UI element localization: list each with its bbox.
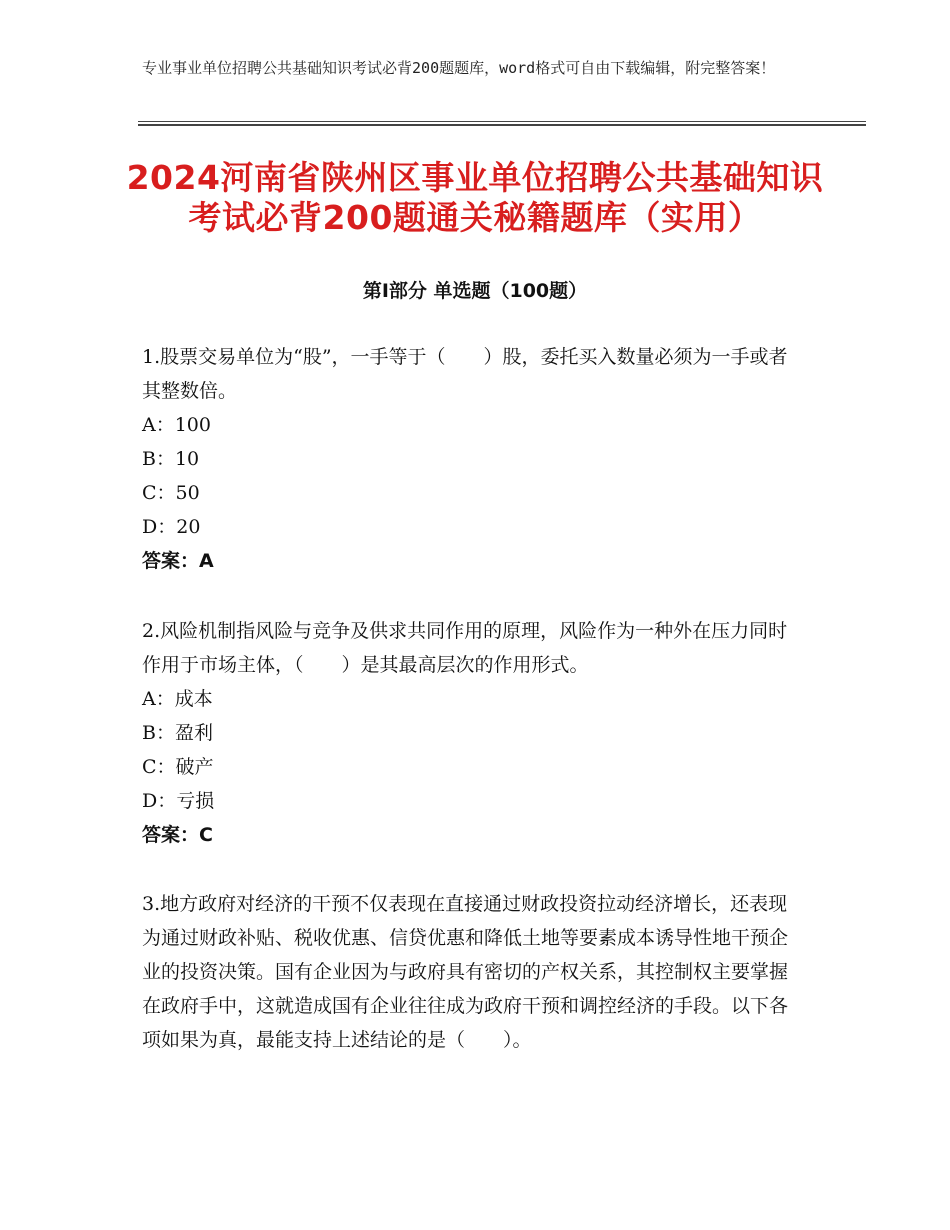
question-2 (142, 614, 802, 852)
question-text: 3.地方政府对经济的干预不仅表现在直接通过财政投资拉动经济增长，还表现为通过财政补贴、税收优惠、信贷优惠和降低土地等要素成本诱导性地干预企业的投资决策。国有企业因为与政府具有密切的产权关系，其控制权主要掌握在政府手中，这就造成国有企业往往成为政府干预和调控经济的手段。以下各项如果为真，最能支持上述结论的是（ ）。 (142, 893, 789, 1051)
header-divider (138, 121, 866, 122)
part-heading: 第I部分 单选题（100题） (362, 280, 588, 302)
answer: 答案：A (142, 550, 214, 572)
answer: 答案：C (142, 824, 213, 846)
question-text: 1.股票交易单位为“股”，一手等于（ ）股，委托买入数量必须为一手或者其整数倍。 (142, 346, 788, 402)
option-b: B：盈利 (142, 722, 213, 744)
question-1 (142, 340, 802, 578)
option-c: C：50 (142, 482, 200, 504)
question-3 (142, 887, 802, 1057)
option-a: A：100 (142, 414, 211, 436)
header-divider-thick (138, 124, 866, 126)
option-a: A：成本 (142, 688, 213, 710)
document-title: 2024河南省陕州区事业单位招聘公共基础知识考试必背200题通关秘籍题库（实用） (126, 158, 824, 237)
option-b: B：10 (142, 448, 200, 470)
question-text: 2.风险机制指风险与竞争及供求共同作用的原理，风险作为一种外在压力同时作用于市场主体，（ ）是其最高层次的作用形式。 (142, 620, 788, 676)
option-c: C：破产 (142, 756, 214, 778)
header-note: 专业事业单位招聘公共基础知识考试必背200题题库，word格式可自由下载编辑，附完整答案！ (142, 59, 776, 77)
option-d: D：20 (142, 516, 201, 538)
option-d: D：亏损 (142, 790, 215, 812)
